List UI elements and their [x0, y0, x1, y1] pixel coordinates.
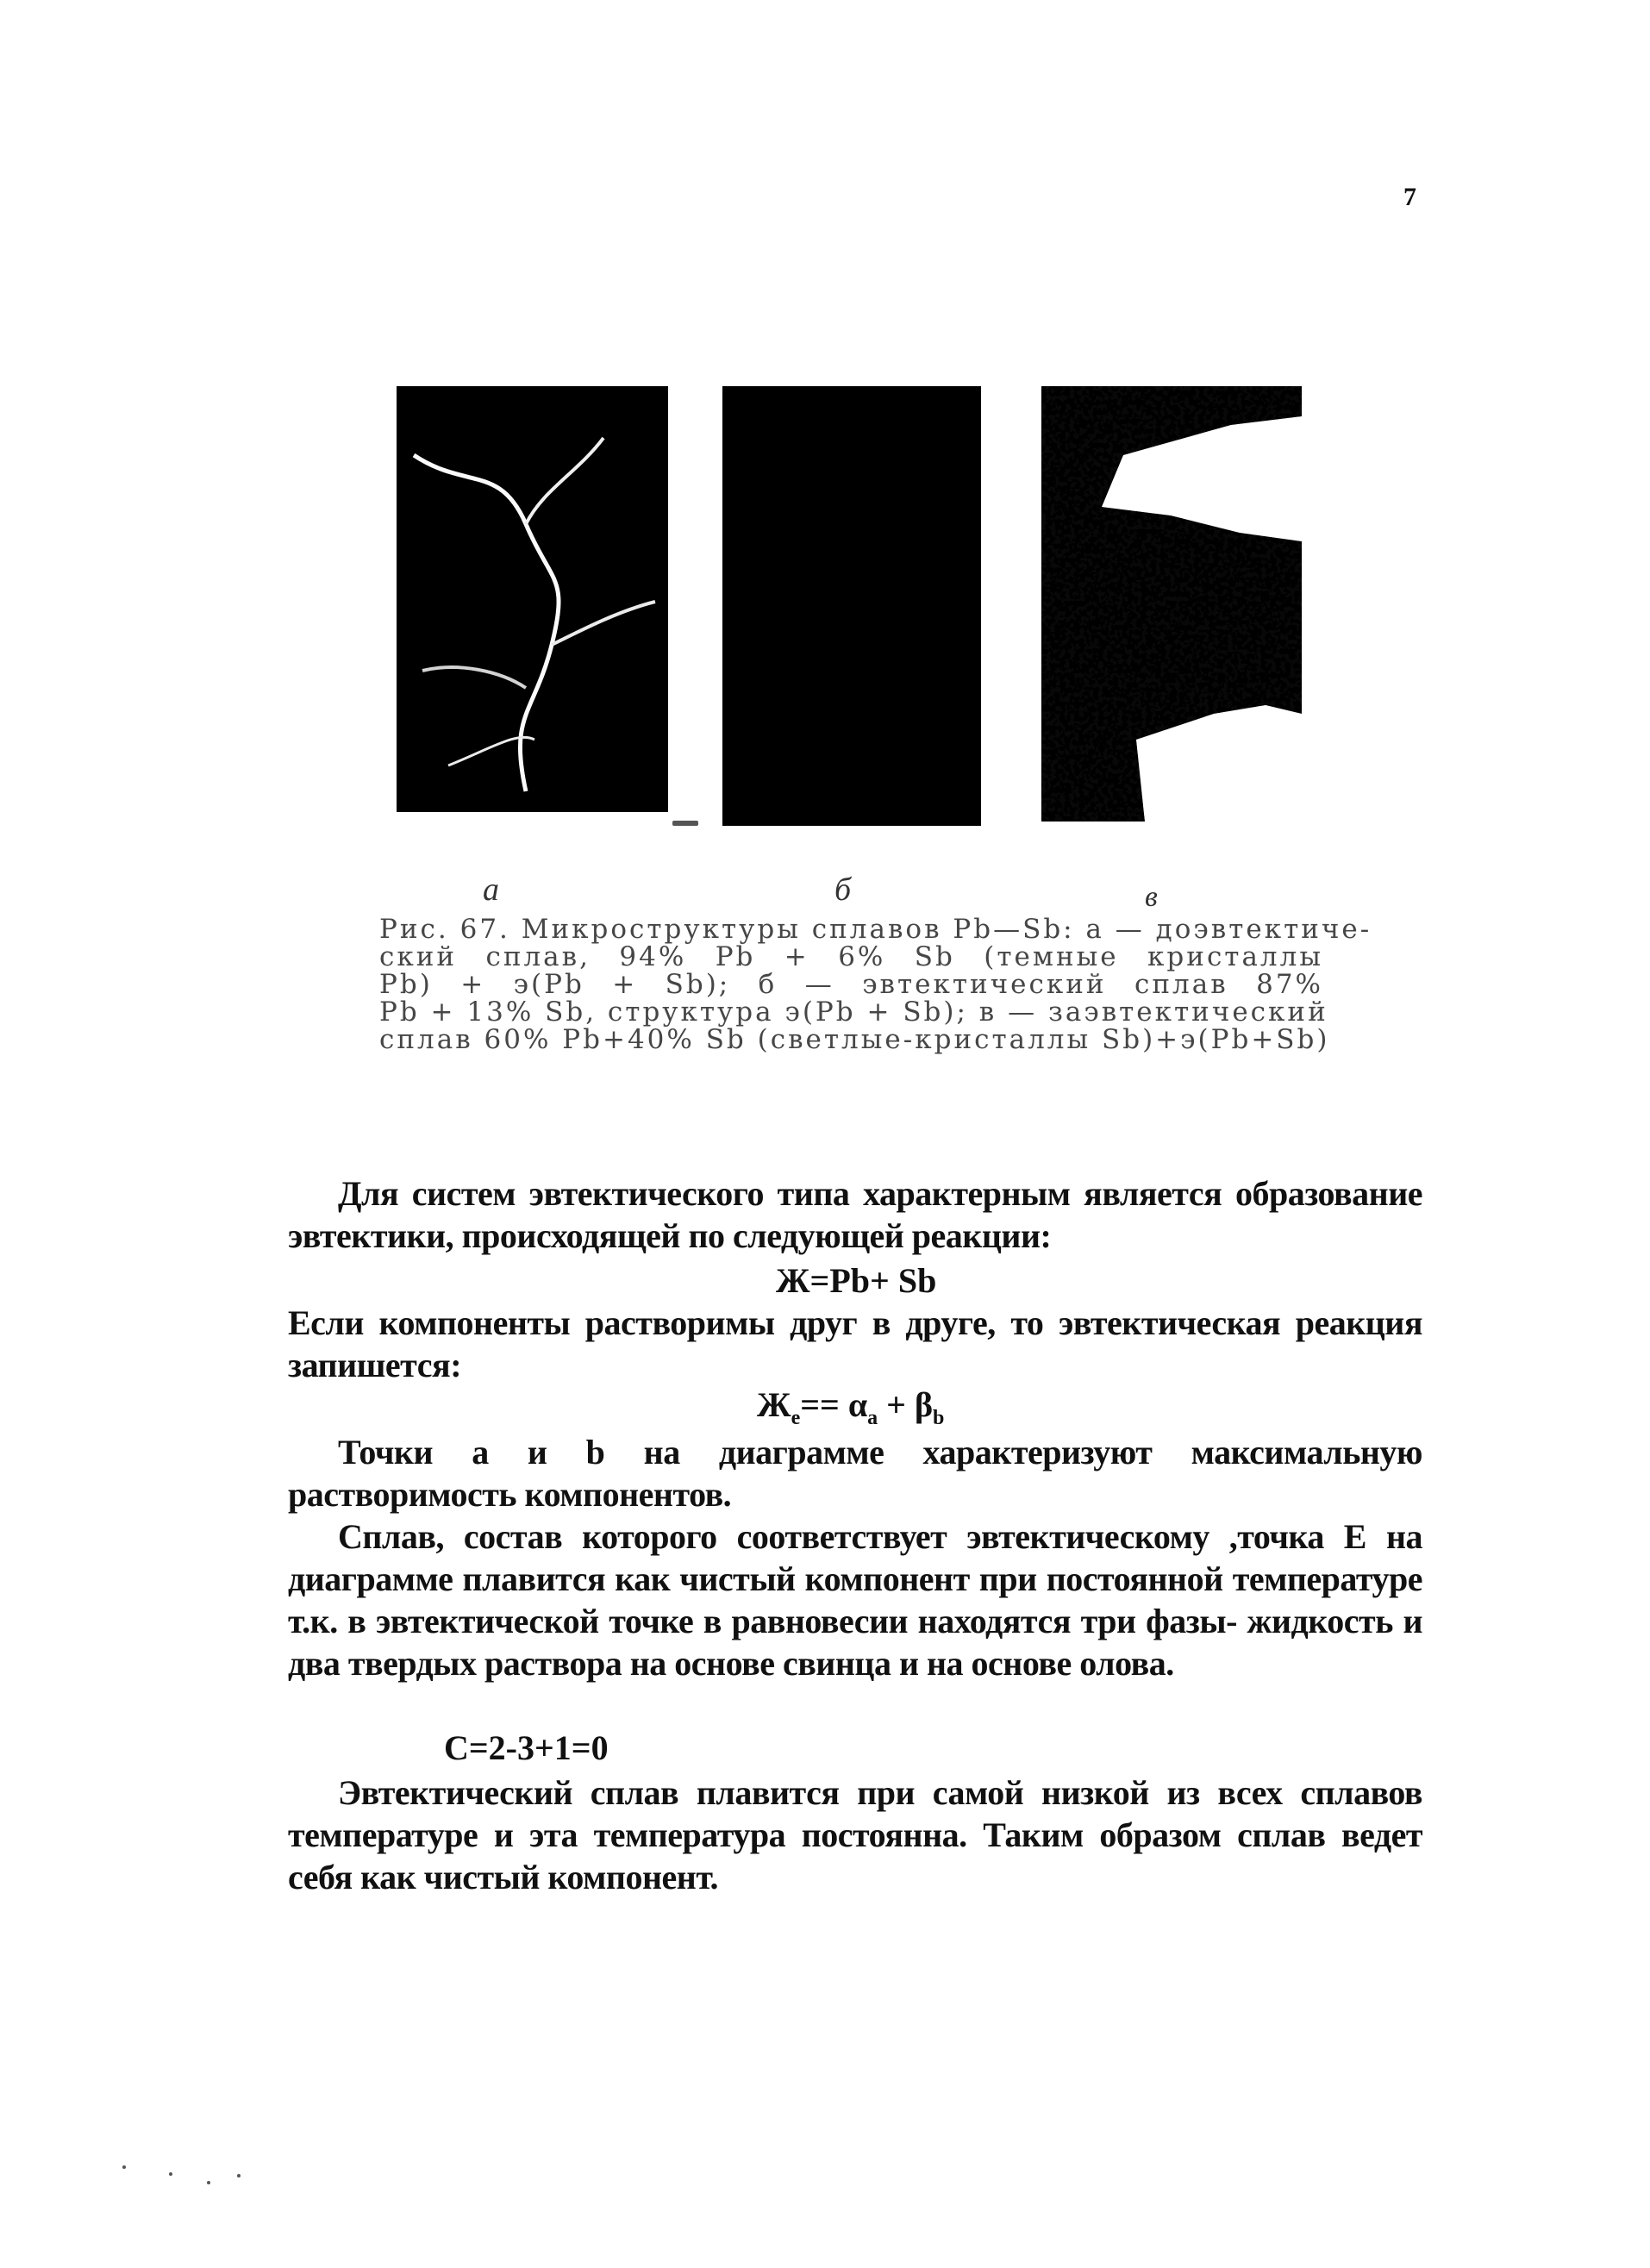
scan-speck	[207, 2181, 210, 2184]
paragraph-points-a-b	[288, 1431, 1422, 1515]
micrograph-b-image	[722, 386, 981, 826]
formula-alpha: α	[847, 1385, 868, 1424]
formula-lhs-sub: e	[791, 1407, 801, 1429]
panel-label-b: б	[834, 872, 852, 908]
micrograph-hypoeutectic-icon	[397, 386, 668, 812]
formula-eq: =	[820, 1385, 840, 1424]
scan-speck	[169, 2172, 172, 2176]
formula-alpha-sub: a	[867, 1407, 878, 1429]
formula-plus: +	[886, 1385, 906, 1424]
paragraph-melting	[288, 1771, 1422, 1898]
scan-speck	[237, 2174, 241, 2177]
paragraph-text: Для систем эвтектического типа характерным является образование эвтектики, происходящей по следующей реакции:	[288, 1174, 1422, 1255]
formula-solid-solution-reaction	[757, 1384, 944, 1430]
formula-beta-sub: b	[933, 1407, 945, 1429]
scan-speck	[122, 2165, 126, 2169]
scan-speck	[672, 821, 698, 826]
paragraph-text: Сплав, состав которого соответствует эвтектическому ,точка Е на диаграмме плавится как чистый компонент при постоянной температуре т.к. в эвтектической точке в равновесии находятся три фазы- жидкость и два твердых раствора на основе свинца и на основе олова.	[288, 1517, 1422, 1683]
paragraph-text: Если компоненты растворимы друг в друге, то эвтектическая реакция запишется:	[288, 1303, 1422, 1384]
figure-caption	[379, 914, 1372, 1055]
caption-line: ский сплав, 94% Pb + 6% Sb (темные кристаллы	[379, 941, 1323, 972]
panel-label-a: а	[483, 872, 499, 908]
panel-label-c: в	[1145, 881, 1158, 913]
paragraph-eutectic-alloy	[288, 1515, 1422, 1684]
caption-line: Рис. 67. Микроструктуры сплавов Pb—Sb: а — доэвтектиче-	[379, 914, 1372, 945]
micrograph-a-image	[397, 386, 668, 812]
caption-line: Pb + 13% Sb, структура э(Pb + Sb); в — заэвтектический	[379, 997, 1328, 1028]
page-number: 7	[1403, 183, 1416, 211]
formula-eq: =	[800, 1385, 821, 1424]
caption-line: Pb) + э(Pb + Sb); б — эвтектический сплав 87%	[379, 969, 1323, 1000]
paragraph-solubility	[288, 1302, 1422, 1386]
paragraph-eutectic-intro	[288, 1172, 1422, 1257]
formula-beta: β	[914, 1385, 934, 1424]
paragraph-text: Эвтектический сплав плавится при самой низкой из всех сплавов температуре и эта температура постоянна. Таким образом сплав ведет себя как чистый компонент.	[288, 1773, 1422, 1896]
micrograph-eutectic-icon	[722, 386, 981, 826]
caption-line: сплав 60% Pb+40% Sb (светлые-кристаллы Sb)+э(Pb+Sb)	[379, 1024, 1330, 1055]
formula-eutectic-reaction: Ж=Pb+ Sb	[776, 1261, 937, 1300]
paragraph-text: Точки a и b на диаграмме характеризуют максимальную растворимость компонентов.	[288, 1433, 1422, 1514]
micrograph-c-image	[1041, 386, 1302, 822]
formula-lhs: Ж	[757, 1385, 791, 1424]
formula-phase-rule: С=2-3+1=0	[444, 1728, 609, 1767]
micrograph-hypereutectic-icon	[1041, 386, 1302, 822]
